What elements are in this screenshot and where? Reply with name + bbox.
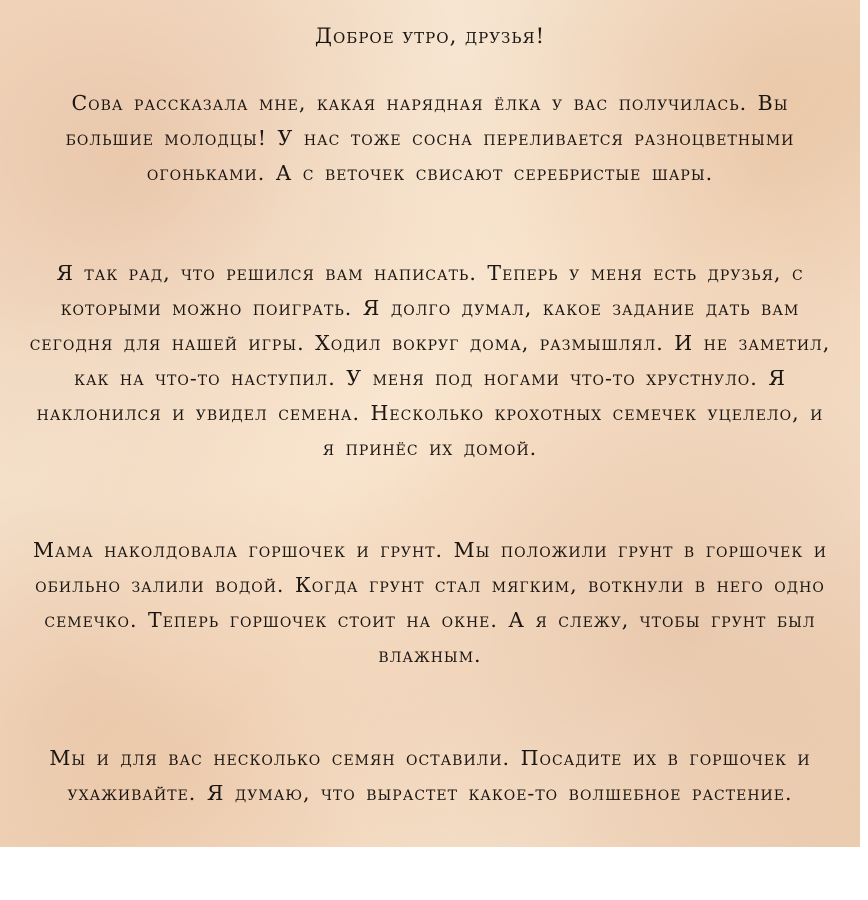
letter-paragraph-4: Мы и для вас несколько семян оставили. Посадите их в горшочек и ухаживайте. Я думаю, что вырастет какое-то волшебное растение.	[49, 746, 811, 805]
letter-paragraph-3: Мама наколдовала горшочек и грунт. Мы положили грунт в горшочек и обильно залили водой. Когда грунт стал мягким, воткнули в него одно семечко. Теперь горшочек стоит на окне. А я слежу, чтобы грунт был влажным.	[33, 538, 827, 667]
letter-greeting: Доброе утро, друзья!	[314, 24, 546, 48]
letter-paragraph-2: Я так рад, что решился вам написать. Теперь у меня есть друзья, с которыми можно поиграть. Я долго думал, какое задание дать вам сегодня для нашей игры. Ходил вокруг дома, размышлял. И не заметил, как на что-то наступил. У меня под ногами что-то хрустнуло. Я наклонился и увидел семена. Несколько крохотных семечек уцелело, и я принёс их домой.	[29, 261, 831, 460]
letter-paragraph-1: Сова рассказала мне, какая нарядная ёлка у вас получилась. Вы большие молодцы! У нас тоже сосна переливается разноцветными огоньками. А с веточек свисают серебристые шары.	[65, 91, 795, 185]
